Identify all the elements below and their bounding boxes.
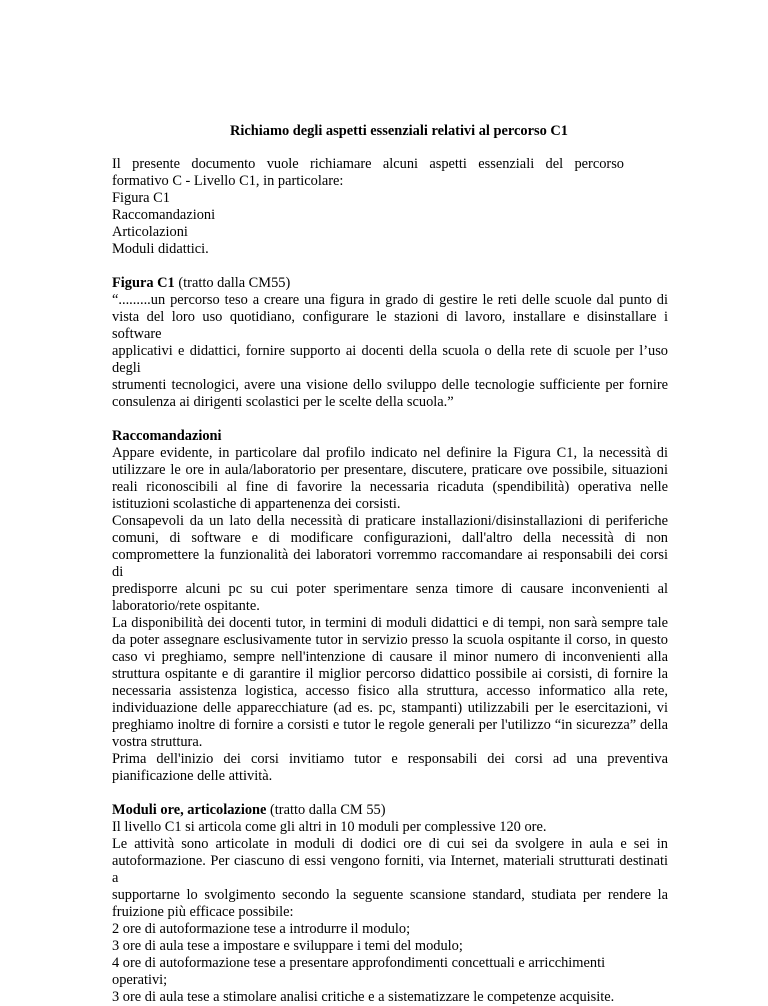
intro-list-item: Figura C1 bbox=[112, 190, 170, 206]
heading-raccomandazioni: Raccomandazioni bbox=[112, 428, 222, 444]
racc-line: da poter assegnare esclusivamente tutor in servizio presso la scuola ospitante il corso, in questo bbox=[112, 632, 668, 648]
racc-line: istituzioni scolastiche di appartenenza dei corsisti. bbox=[112, 496, 401, 512]
figura-line: consulenza ai dirigenti scolastici per le scelte della scuola.” bbox=[112, 394, 454, 410]
heading-figura-note: (tratto dalla CM55) bbox=[174, 275, 291, 291]
section-figura bbox=[112, 275, 668, 411]
moduli-list-item: 3 ore di aula tese a stimolare analisi critiche e a sistematizzare le competenze acquisite. bbox=[112, 989, 615, 1005]
racc-line: Appare evidente, in particolare dal profilo indicato nel definire la Figura C1, la necessità di bbox=[112, 445, 668, 461]
racc-line: individuazione delle apparecchiature (ad es. pc, stampanti) utilizzabili per le esercitazioni, vi bbox=[112, 700, 668, 716]
moduli-line: fruizione più efficace possibile: bbox=[112, 904, 294, 920]
racc-line: predisporre alcuni pc su cui poter sperimentare senza timore di causare inconvenienti al bbox=[112, 581, 668, 597]
intro-list-item: Raccomandazioni bbox=[112, 207, 216, 223]
figura-line: “.........un percorso teso a creare una figura in grado di gestire le reti delle scuole dal punto di bbox=[112, 292, 668, 308]
racc-line: preghiamo inoltre di fornire a corsisti e tutor le regole generali per l'utilizzo “in sicurezza” della bbox=[112, 717, 668, 733]
racc-line: Consapevoli da un lato della necessità di praticare installazioni/disinstallazioni di periferiche bbox=[112, 513, 668, 529]
section-raccomandazioni bbox=[112, 428, 668, 785]
section-moduli bbox=[112, 802, 668, 1006]
racc-line: La disponibilità dei docenti tutor, in termini di moduli didattici e di tempi, non sarà sempre tale bbox=[112, 615, 668, 631]
moduli-list-item: 3 ore di aula tese a impostare e sviluppare i temi del modulo; bbox=[112, 938, 463, 954]
racc-line: Prima dell'inizio dei corsi invitiamo tutor e responsabili dei corsi ad una preventiva bbox=[112, 751, 668, 767]
moduli-line: Le attività sono articolate in moduli di dodici ore di cui sei da svolgere in aula e sei in bbox=[112, 836, 668, 852]
heading-moduli: Moduli ore, articolazione bbox=[112, 802, 267, 818]
racc-line: pianificazione delle attività. bbox=[112, 768, 273, 784]
heading-moduli-note: (tratto dalla CM 55) bbox=[266, 802, 386, 818]
document-title: Richiamo degli aspetti essenziali relativi al percorso C1 bbox=[229, 123, 568, 139]
racc-line: struttura ospitante e di garantire il miglior percorso didattico possibile ai corsisti, di fornire la bbox=[112, 666, 668, 682]
heading-figura: Figura C1 bbox=[112, 275, 175, 291]
intro-paragraph bbox=[112, 156, 624, 258]
section-heading-figura bbox=[112, 275, 668, 292]
figura-line: vista del loro uso quotidiano, configurare le stazioni di lavoro, installare e disinstallare i software bbox=[112, 309, 668, 342]
section-heading-moduli bbox=[112, 802, 668, 819]
racc-line: laboratorio/rete ospitante. bbox=[112, 598, 260, 614]
intro-line: formativo C - Livello C1, in particolare: bbox=[112, 173, 344, 189]
intro-line: Il presente documento vuole richiamare alcuni aspetti essenziali del percorso bbox=[112, 156, 624, 172]
moduli-line: Il livello C1 si articola come gli altri in 10 moduli per complessive 120 ore. bbox=[112, 819, 547, 835]
document-page bbox=[112, 123, 668, 1006]
racc-line: caso vi preghiamo, sempre nell'intenzione di causare il minor numero di inconvenienti alla bbox=[112, 649, 668, 665]
racc-line: reali riconoscibili al fine di favorire la necessaria ricaduta (spendibilità) operativa nelle bbox=[112, 479, 668, 495]
figura-line: applicativi e didattici, fornire supporto ai docenti della scuola o della rete di scuole per l’uso degli bbox=[112, 343, 668, 376]
intro-list-item: Moduli didattici. bbox=[112, 241, 209, 257]
moduli-line: supportarne lo svolgimento secondo la seguente scansione standard, studiata per rendere la bbox=[112, 887, 668, 903]
racc-line: necessaria assistenza logistica, accesso fisico alla struttura, accesso informatico alla rete, bbox=[112, 683, 668, 699]
moduli-list-item: 4 ore di autoformazione tese a presentare approfondimenti concettuali e arricchimenti bbox=[112, 955, 606, 971]
racc-line: utilizzare le ore in aula/laboratorio per presentare, discutere, praticare ove possibile, situazioni bbox=[112, 462, 668, 478]
intro-list-item: Articolazioni bbox=[112, 224, 188, 240]
racc-line: comuni, di software e di modificare configurazioni, dall'altro della necessità di non bbox=[112, 530, 668, 546]
moduli-list-item: operativi; bbox=[112, 972, 168, 988]
racc-line: vostra struttura. bbox=[112, 734, 203, 750]
moduli-line: autoformazione. Per ciascuno di essi vengono forniti, via Internet, materiali strutturati destinati a bbox=[112, 853, 668, 886]
figura-line: strumenti tecnologici, avere una visione dello sviluppo delle tecnologie sufficiente per fornire bbox=[112, 377, 668, 393]
racc-line: compromettere la funzionalità dei laboratori vorremmo raccomandare ai responsabili dei corsi di bbox=[112, 547, 668, 580]
moduli-list-item: 2 ore di autoformazione tese a introdurre il modulo; bbox=[112, 921, 411, 937]
